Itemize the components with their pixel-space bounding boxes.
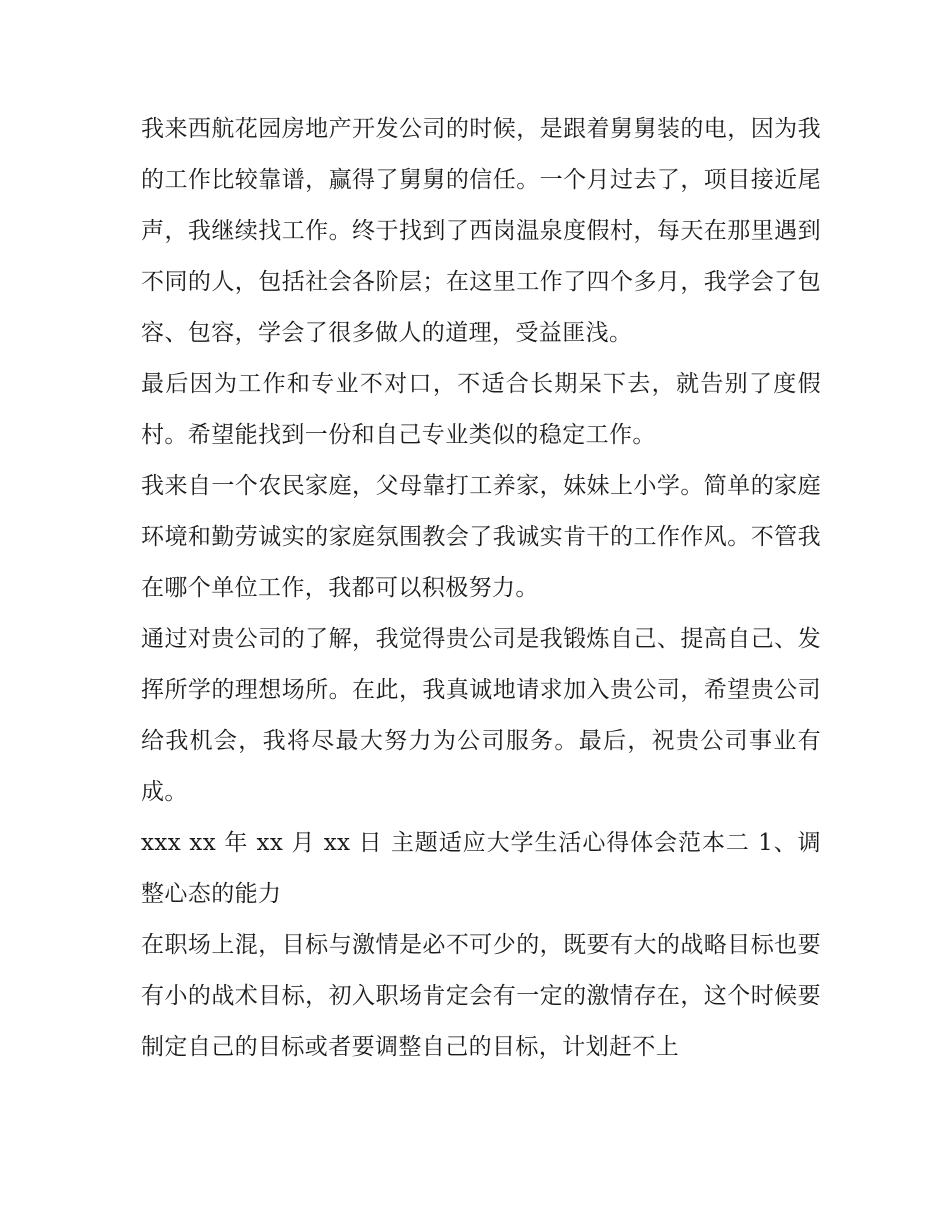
paragraph-work-history: 我来西航花园房地产开发公司的时候，是跟着舅舅装的电，因为我的工作比较靠谱，赢得了舅舅的信任。一个月过去了，项目接近尾声，我继续找工作。终于找到了西岗温泉度假村，每天在那里遇到不同的人，包括社会各阶层；在这里工作了四个多月，我学会了包容、包容，学会了很多做人的道理，受益匪浅。 [141, 116, 821, 346]
paragraph-application-request: 通过对贵公司的了解，我觉得贵公司是我锻炼自己、提高自己、发挥所学的理想场所。在此，我真诚地请求加入贵公司，希望贵公司给我机会，我将尽最大努力为公司服务。最后，祝贵公司事业有成。 [141, 626, 821, 805]
document-body [141, 104, 821, 1073]
paragraph-family-background: 我来自一个农民家庭，父母靠打工养家，妹妹上小学。简单的家庭环境和勤劳诚实的家庭氛围教会了我诚实肯干的工作作风。不管我在哪个单位工作，我都可以积极努力。 [141, 473, 821, 601]
paragraph-workplace-goals: 在职场上混，目标与激情是必不可少的，既要有大的战略目标也要有小的战术目标，初入职场肯定会有一定的激情存在，这个时候要制定自己的目标或者要调整自己的目标，计划赶不上 [141, 932, 821, 1060]
paragraph-leaving-resort: 最后因为工作和专业不对口，不适合长期呆下去，就告别了度假村。希望能找到一份和自己专业类似的稳定工作。 [141, 371, 821, 448]
paragraph-date-and-heading: xxx xx 年 xx 月 xx 日 主题适应大学生活心得体会范本二 1、调整心态的能力 [141, 830, 821, 907]
